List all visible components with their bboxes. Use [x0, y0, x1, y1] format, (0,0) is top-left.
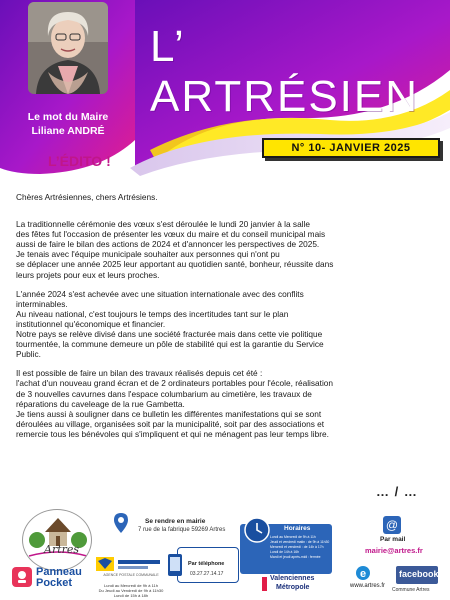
text-line: des fêtes fut l'occasion de présenter les vœux du maire et du conseil municipal mais	[16, 229, 326, 240]
facebook-page-name: Commune Artres	[392, 587, 430, 593]
hours-line: Lundi au Mercredi de 9h à 11h	[270, 535, 316, 539]
commune-logo	[22, 509, 92, 571]
text-line: interminables.	[16, 298, 68, 309]
text-line: L'année 2024 s'est achevée avec une situation internationale avec des conflits	[16, 288, 304, 299]
facebook-label[interactable]: facebook	[399, 569, 439, 579]
text-line: remercie tous les bénévoles qui s'impliquent et qui ne ménagent pas leur temps libre.	[16, 428, 329, 439]
metropole-label: Métropole	[276, 584, 310, 591]
edito-heading: L’ÉDITO !	[48, 153, 111, 169]
phone-label: Par téléphone	[188, 561, 225, 567]
issue-badge: N° 10- JANVIER 2025	[262, 138, 440, 158]
website-link[interactable]: www.artres.fr	[350, 583, 386, 589]
text-line: de 3 nouvelles cavurnes dans l'espace columbarium au cimetière, les travaux de	[16, 388, 312, 399]
hours-line: Jeudi et vendredi matin : de 9h à 11h30	[270, 540, 330, 544]
hours-line: Lundi au Mercredi de 9h à 11h	[104, 583, 158, 588]
text-line: tourmentée, la commune demeure un pôle de stabilité qui est la garantie du Service	[16, 339, 324, 350]
text-line: réparations du caveleage de la rue Gambetta.	[16, 398, 185, 409]
text-line: leurs projets pour eux et leurs proches.	[16, 269, 160, 280]
text-line: Il est possible de faire un bilan des travaux réalisés depuis cet été :	[16, 368, 263, 379]
text-line: Public.	[16, 349, 41, 360]
paragraph-2	[16, 289, 436, 360]
logo-wordmark: Artres	[44, 543, 80, 556]
text-line: Notre pays se relève divisé dans une société fracturée mais dans cette vie politique	[16, 329, 323, 340]
mairie-address: 7 rue de la fabrique 59269 Artres	[138, 527, 226, 533]
smartphone-icon	[168, 554, 182, 576]
valenciennes-label: Valenciennes	[270, 575, 315, 582]
edito-body	[16, 192, 436, 448]
header-banner	[0, 0, 450, 180]
hours-line: Du Jeudi au Vendredi de 9h à 11h30	[98, 588, 164, 593]
panneau-pocket-icon	[12, 567, 32, 587]
hours-line: Lundi de 14h à 16h	[270, 550, 300, 554]
agence-postale-label: AGENCE POSTALE COMMUNALE	[103, 573, 159, 577]
web-browser-icon	[355, 565, 371, 581]
text-line: déroulées au village, organisées soit par la municipalité, soit par des associations et	[16, 418, 325, 429]
greeting: Chères Artrésiennes, chers Artrésiens.	[16, 192, 158, 202]
panneau-pocket-label	[36, 567, 82, 589]
hours-line: Mercredi et vendredi : de 14h à 17h	[270, 545, 324, 549]
mayor-name: Liliane ANDRÉ	[31, 125, 105, 137]
text-line: se déplacer une année 2025 leur apportant au quotidien santé, bonheur, réussite dans	[16, 259, 334, 270]
text-line: l'achat d'un nouveau grand écran et de 2 ordinateurs portables pour l'école, réalisation	[16, 378, 334, 389]
text-line: institutionnel qu'économique et financier.	[16, 318, 166, 329]
continued-marker: … / …	[376, 484, 418, 499]
text-line: Je tiens aussi à souligner dans ce bulletin les différentes manifestations qui se sont	[16, 408, 322, 419]
svg-text:@: @	[385, 518, 399, 532]
text-line: aussi de faire le bilan des actions de 2024 et d'annoncer les perspectives de 2025.	[16, 239, 320, 250]
mot-du-maire-label: Le mot du Maire	[27, 111, 109, 123]
opening-hours-list	[270, 535, 330, 560]
hours-line: Lundi de 15h à 18h	[113, 593, 149, 598]
newsletter-title: L’ ARTRÉSIEN	[150, 22, 420, 121]
mayor-portrait	[28, 2, 108, 94]
text-line: Au niveau national, c'est toujours le temps des incertitudes tant sur le plan	[16, 308, 289, 319]
email-icon	[383, 516, 401, 534]
phone-number[interactable]: 03.27.27.14.17	[190, 571, 224, 577]
pocket-label: Pocket	[36, 577, 73, 589]
text-line: La traditionnelle cérémonie des vœux s'est déroulée le lundi 20 janvier à la salle	[16, 219, 310, 230]
opening-hours-title: Horaires	[284, 525, 311, 532]
mairie-title: Se rendre en mairie	[145, 518, 206, 525]
paragraph-1	[16, 219, 436, 280]
panneau-label: Panneau	[36, 566, 82, 578]
text-line: Je tenais avec l'équipe municipale souhaiter aux personnes qui n'ont pu	[16, 249, 280, 260]
agence-postale-hours	[96, 583, 166, 598]
footer-contact	[0, 503, 450, 600]
email-label: Par mail	[380, 536, 406, 543]
svg-text:e: e	[359, 568, 367, 580]
location-pin-icon	[114, 513, 128, 533]
email-address-link[interactable]: mairie@artres.fr	[365, 546, 423, 555]
hours-line: Mardi et jeudi après-midi : fermée	[270, 555, 321, 559]
mayor-caption	[10, 110, 126, 138]
paragraph-3	[16, 368, 436, 439]
la-poste-logo	[96, 555, 162, 575]
clock-icon	[244, 517, 270, 543]
